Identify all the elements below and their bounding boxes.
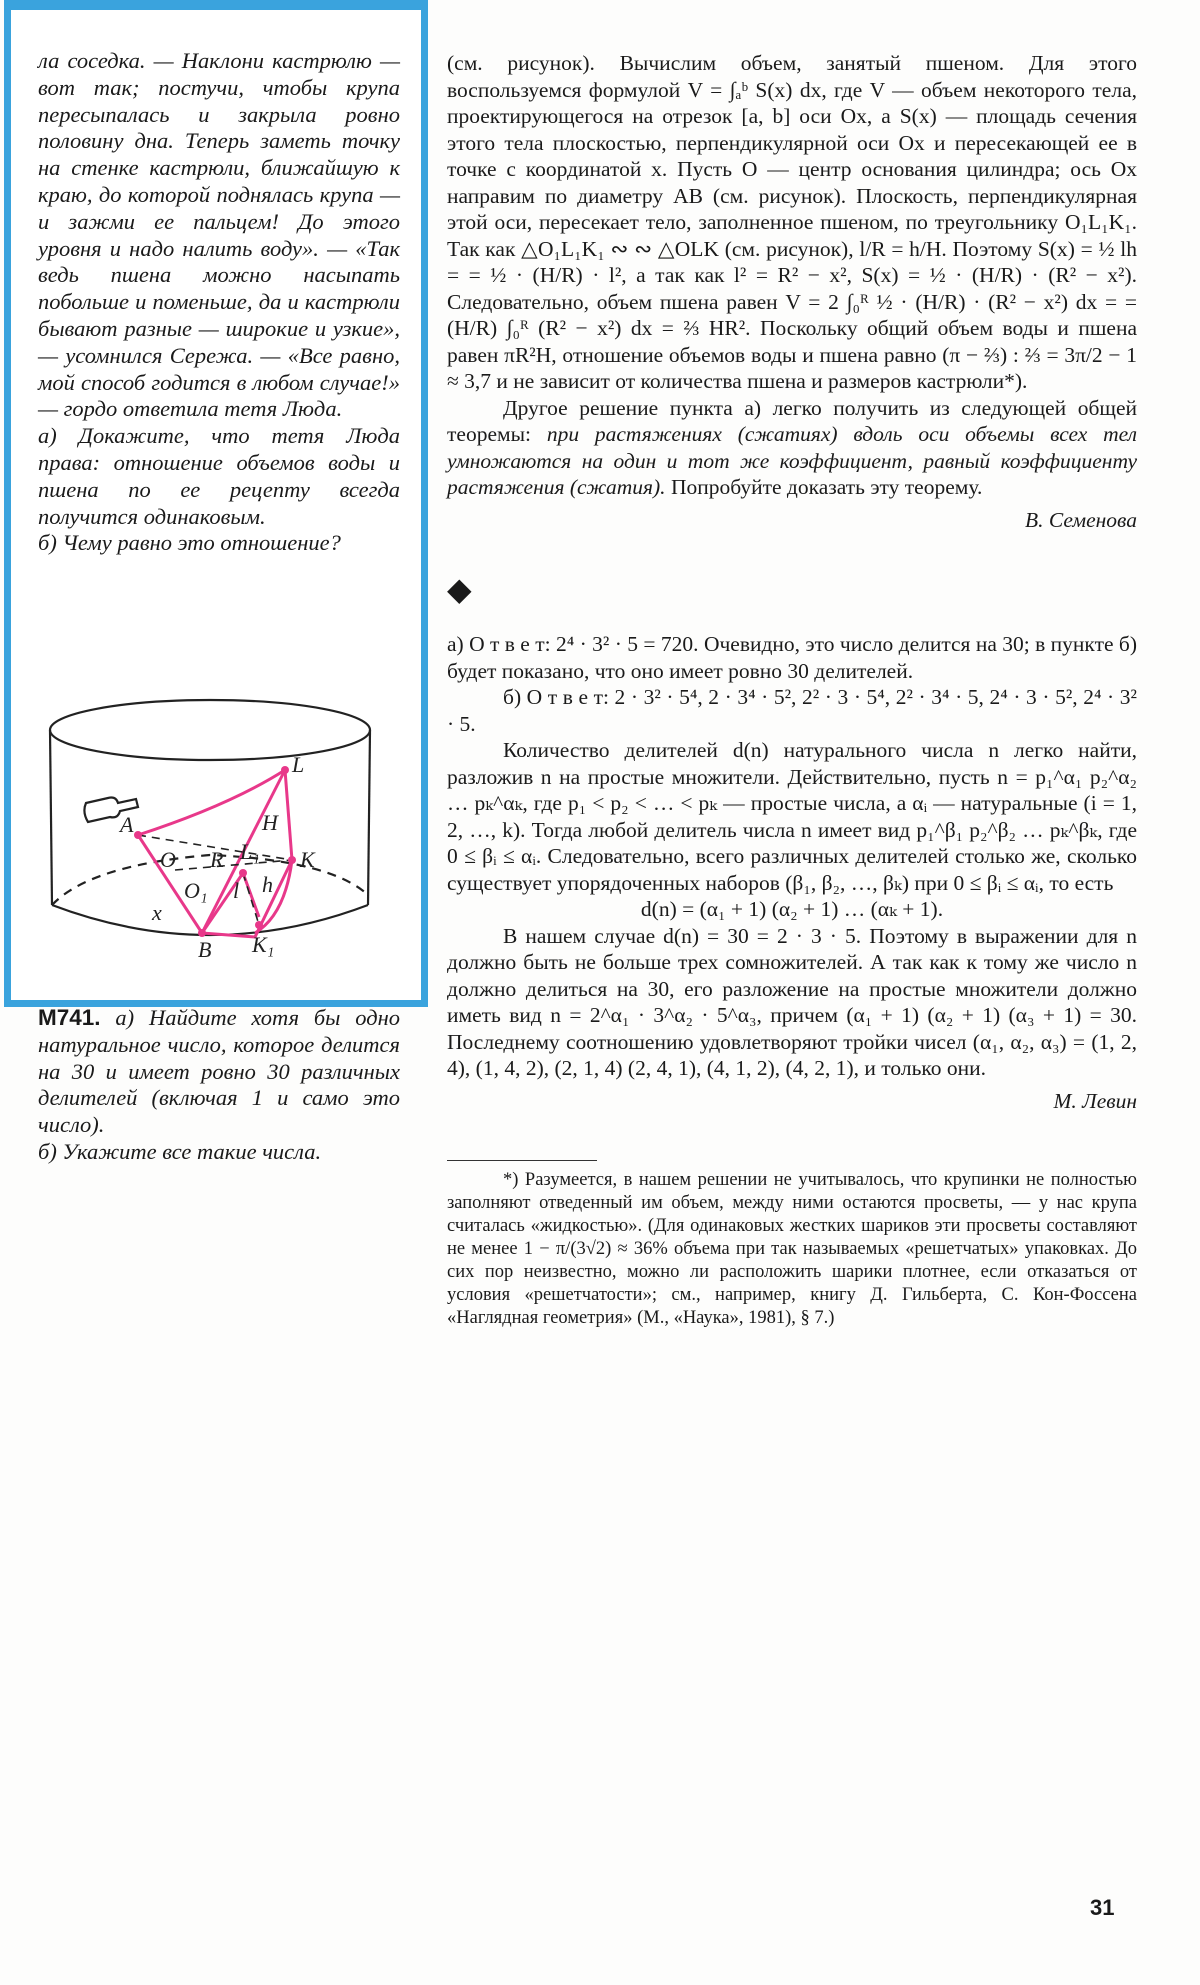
label-k1: K₁ (252, 932, 275, 957)
answer-b: б) О т в е т: 2 · 3² · 5⁴, 2 · 3⁴ · 5², 2² · 3 · 5⁴, 2² · 3⁴ · 5, 2⁴ · 3 · 5², 2⁴ · 3² · 5. (447, 685, 1137, 736)
point-k (288, 856, 296, 864)
problem-b: б) Укажите все такие числа. (38, 1138, 322, 1164)
divisor-formula: d(n) = (α₁ + 1) (α₂ + 1) … (αₖ + 1). (640, 897, 944, 921)
point-b (198, 929, 206, 937)
point-a (134, 831, 142, 839)
solution1-paragraph: (см. рисунок). Вычислим объем, занятый пшеном. Для этого воспользуемся формулой V = ∫ₐᵇ S(x) dx, где V — объем некоторого тела, проектирующегося на отрезок [a, b] оси Ox, а S(x) — площадь сечения этого тела плоскостью, перпендикулярной оси Ox и пересекающей ее в точке с координатой x. Пусть O — центр основания цилиндра; ось Ox направим по диаметру AB (см. рисунок). Плоскость, перпендикулярная этой оси, пересекает тело, заполненное пшеном, по треугольнику O₁L₁K₁. Так как △O₁L₁K₁ ∾ ∾ △OLK (см. рисунок), l/R = h/H. Поэтому S(x) = ½ lh = = ½ · (H/R) · l², а так как l² = R² − x², S(x) = ½ · (H/R) · (R² − x²). Следовательно, объем пшена равен V = 2 ∫₀ᴿ ½ · (H/R) · (R² − x²) dx = = (H/R) ∫₀ᴿ (R² − x²) dx = ⅔ HR². Поскольку общий объем воды и пшена равен πR²H, отношение объемов воды и пшена равно (π − ⅔) : ⅔ = 3π/2 − 1 ≈ 3,7 и не зависит от количества пшена и размеров кастрюли*). (447, 51, 1137, 393)
solution1-theorem-paragraph (447, 395, 1137, 501)
footnote-separator (447, 1160, 597, 1161)
point-k1 (255, 921, 263, 929)
footnote-text: *) Разумеется, в нашем решении не учитывалось, что крупинки не полностью заполняют отведенный им объем, между ними остаются просветы, — у нас крупа считалась «жидкостью». (Для одинаковых жестких шариков эти просветы составляют не менее 1 − π/(3√2) ≈ 36% объема при так называемых «решетчатых» упаковках. До сих пор неизвестно, можно ли расположить шарики плотнее, если отказаться от условия «решетчатости»; см., например, книгу Д. Гильберта, С. Кон-Фоссена «Наглядная геометрия» (М., «Наука», 1981), § 7.) (447, 1170, 1137, 1328)
divisors-paragraph: Количество делителей d(n) натурального числа n легко найти, разложив n на простые множители. Действительно, пусть n = p₁^α₁ p₂^α₂ … pₖ^αₖ, где p₁ < p₂ < … < pₖ — простые числа, а αᵢ — натуральные (i = 1, 2, …, k). Тогда любой делитель числа n имеет вид p₁^β₁ p₂^β₂ … pₖ^βₖ, где 0 ≤ βᵢ ≤ αᵢ. Следовательно, всего различных делителей столько же, сколько существует упорядоченных наборов (β₁, β₂, …, βₖ) при 0 ≤ βᵢ ≤ αᵢ, то есть (447, 738, 1137, 895)
author-levin: М. Левин (1053, 1088, 1137, 1113)
case-paragraph: В нашем случае d(n) = 30 = 2 · 3 · 5. Поэтому в выражении для n должно быть не больше трех сомножителей. А так как к тому же число n должно делиться на 30, его разложение на простые множители должно иметь вид n = 2^α₁ · 3^α₂ · 5^α₃, причем (α₁ + 1) (α₂ + 1) (α₃ + 1) = 30. Последнему соотношению удовлетворяют тройки чисел (α₁, α₂, α₃) = (1, 2, 4), (1, 4, 2), (2, 1, 4) (2, 4, 1), (4, 1, 2), (4, 2, 1), и только они. (447, 923, 1137, 1080)
label-h: H (262, 810, 278, 835)
story-text: ла соседка. — Наклони кастрюлю — вот так; постучи, чтобы крупа пересыпалась и закрыла ровно половину дна. Теперь заметь точку на стенке кастрюли, ближайшую к краю, до которой поднялась крупа — и зажми ее пальцем! До этого уровня и надо налить воду». — «Так ведь пшена можно насыпать побольше и поменьше, да и кастрюли бывают разные — широкие и узкие», — усомнился Сережа. — «Все равно, мой способ годится в любом случае!» — гордо ответила тетя Люда. (38, 48, 400, 422)
pot-rim (50, 700, 370, 760)
label-l1: L₁ (240, 839, 260, 864)
author-semenova: В. Семенова (1025, 507, 1137, 532)
label-h-small: h (262, 872, 273, 897)
theorem-intro: Другое решение пункта а) легко получить из следующей общей теоремы: (447, 395, 1137, 446)
label-k: K (300, 847, 315, 872)
theorem-outro: Попробуйте доказать эту теорему. (665, 475, 983, 499)
label-r: R (210, 847, 224, 872)
label-o1: O₁ (184, 878, 208, 903)
point-l (281, 766, 289, 774)
answer-a: а) О т в е т: 2⁴ · 3² · 5 = 720. Очевидно, это число делится на 30; в пункте б) будет показано, что оно имеет ровно 30 делителей. (447, 632, 1137, 683)
label-l: L (292, 752, 305, 777)
theorem-statement: при растяжениях (сжатиях) вдоль оси объемы всех тел умножаются на один и тот же коэффициент, равный коэффициенту растяжения (сжатия). (447, 422, 1137, 499)
label-x: x (152, 900, 162, 925)
pot-right-wall (368, 730, 370, 905)
section-marker: ◆ (447, 570, 472, 608)
footnote (447, 1169, 1137, 1330)
label-b: B (198, 937, 212, 962)
main-column (447, 50, 1137, 1330)
pot-figure (30, 695, 400, 975)
problem-number: М741. (38, 1005, 101, 1030)
label-l-small: l (233, 878, 240, 903)
problem-a: а) Найдите хотя бы одно натуральное число, которое делится на 30 и имеет ровно 30 различных делителей (включая 1 и само это число). (38, 1005, 400, 1138)
label-a: A (120, 812, 134, 837)
pot-left-wall (50, 730, 52, 905)
sidebar-story (38, 48, 400, 557)
label-o: O (160, 847, 176, 872)
point-l1 (239, 869, 247, 877)
question-b: б) Чему равно это отношение? (38, 530, 341, 556)
problem-m741 (38, 1005, 400, 1166)
question-a: а) Докажите, что тетя Люда права: отношение объемов воды и пшена по ее рецепту всегда получится одинаковым. (38, 423, 400, 529)
page-number: 31 (1090, 1895, 1115, 1920)
